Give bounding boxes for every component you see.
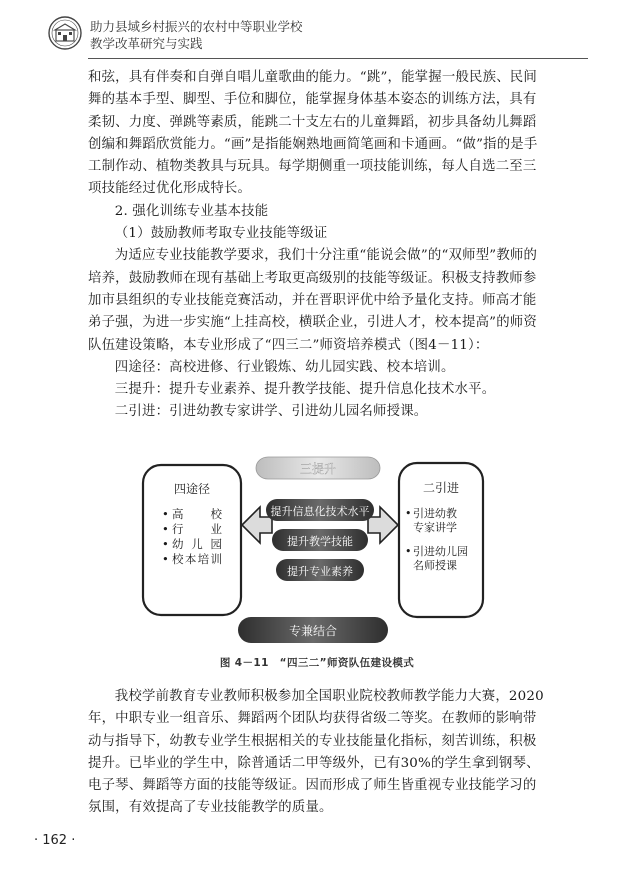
right-item-1-line2: 专家讲学 bbox=[413, 521, 457, 534]
left-item-1: 高校 bbox=[172, 507, 222, 521]
school-building-icon bbox=[48, 16, 82, 50]
header-rule bbox=[88, 58, 588, 59]
model-diagram bbox=[140, 455, 485, 650]
right-box-title: 二引进 bbox=[422, 481, 460, 495]
right-item-2-line2: 名师授课 bbox=[413, 559, 457, 572]
left-item-2: 行业 bbox=[172, 522, 222, 536]
left-box-title: 四途径 bbox=[173, 482, 211, 496]
body-text-bottom bbox=[88, 686, 546, 820]
subsection-heading: （1）鼓励教师考取专业技能等级证 bbox=[114, 226, 328, 242]
left-item-4: 校本培训 bbox=[172, 552, 222, 566]
paragraph-skills: 和弦，具有伴奏和自弹自唱儿童歌曲的能力。“跳”，能掌握一般民族、民间舞的基本手型、脚型、手位和脚位，能掌握身体基本姿态的训练方法，具有柔韧、力度、弹跳等素质，能跳二十支左右的儿童舞蹈，初步具备幼儿舞蹈创编和舞蹈欣赏能力。“画”是指能娴熟地画简笔画和卡通画。“做”指的是手工制作动、植物类教具与玩具。每学期侧重一项技能训练，每人自选二至三项技能经过优化形成特长。 bbox=[88, 70, 538, 197]
list-item-four-paths: 四途径：高校进修、行业锻炼、幼儿园实践、校本培训。 bbox=[114, 359, 455, 375]
right-item-bullet: • bbox=[405, 545, 412, 558]
left-item-3: 幼儿园 bbox=[172, 537, 222, 551]
list-item-two-introductions: 二引进：引进幼教专家讲学、引进幼儿园名师授课。 bbox=[114, 404, 428, 420]
figure-caption: 图 4－11 “四三二”师资队伍建设模式 bbox=[219, 657, 415, 669]
center-disc-3 bbox=[276, 559, 364, 581]
bottom-disc-label: 专兼结合 bbox=[288, 624, 338, 638]
left-item-bullet: • bbox=[162, 537, 169, 551]
header-title-line1: 助力县域乡村振兴的农村中等职业学校 bbox=[90, 19, 303, 34]
body-text-top bbox=[88, 67, 546, 424]
paragraph-competition: 我校学前教育专业教师积极参加全国职业院校教师教学能力大赛，2020年，中职专业一组音乐、舞蹈两个团队均获得省级二等奖。在教师的影响带动与指导下，幼教专业学生根据相关的专业技能量化指标，刻苦训练，积极提升。已毕业的学生中，除普通话二甲等级外，已有30%的学生拿到钢琴、电子琴、舞蹈等方面的技能等级证。因而形成了师生皆重视专业技能学习的氛围，有效提高了专业技能教学的质量。 bbox=[88, 689, 544, 816]
left-item-bullet: • bbox=[162, 507, 169, 521]
center-disc-1-label: 提升信息化技术水平 bbox=[270, 505, 370, 518]
center-disc-1 bbox=[266, 499, 374, 521]
page-number: · 162 · bbox=[34, 833, 76, 848]
section-heading: 2. 强化训练专业基本技能 bbox=[114, 203, 269, 219]
bottom-disc bbox=[238, 617, 388, 643]
list-item-three-upgrades: 三提升：提升专业素养、提升教学技能、提升信息化技术水平。 bbox=[114, 382, 496, 398]
top-disc bbox=[256, 457, 380, 479]
left-item-bullet: • bbox=[162, 522, 169, 536]
paragraph-teacher-training: 为适应专业技能教学要求，我们十分注重“能说会做”的“双师型”教师的培养，鼓励教师在现有基础上考取更高级别的技能等级证。积极支持教师参加市县组织的专业技能竞赛活动，并在晋职评优中给予量化支持。师高才能弟子强，为进一步实施“上挂高校，横联企业，引进人才，校本提高”的师资队伍建设策略，本专业形成了“四三二”师资培养模式（图4－11）： bbox=[88, 248, 538, 353]
header-title-line2: 教学改革研究与实践 bbox=[90, 36, 203, 51]
top-disc-label: 三提升 bbox=[299, 462, 337, 476]
right-item-1-line1: 引进幼教 bbox=[413, 507, 457, 520]
center-disc-2-label: 提升教学技能 bbox=[287, 535, 353, 548]
right-item-2-line1: 引进幼儿园 bbox=[413, 545, 468, 558]
center-disc-2 bbox=[272, 529, 368, 551]
center-disc-3-label: 提升专业素养 bbox=[287, 565, 353, 578]
right-item-bullet: • bbox=[405, 507, 412, 520]
header-title bbox=[90, 18, 303, 52]
running-header bbox=[48, 14, 588, 60]
left-item-bullet: • bbox=[162, 552, 169, 566]
